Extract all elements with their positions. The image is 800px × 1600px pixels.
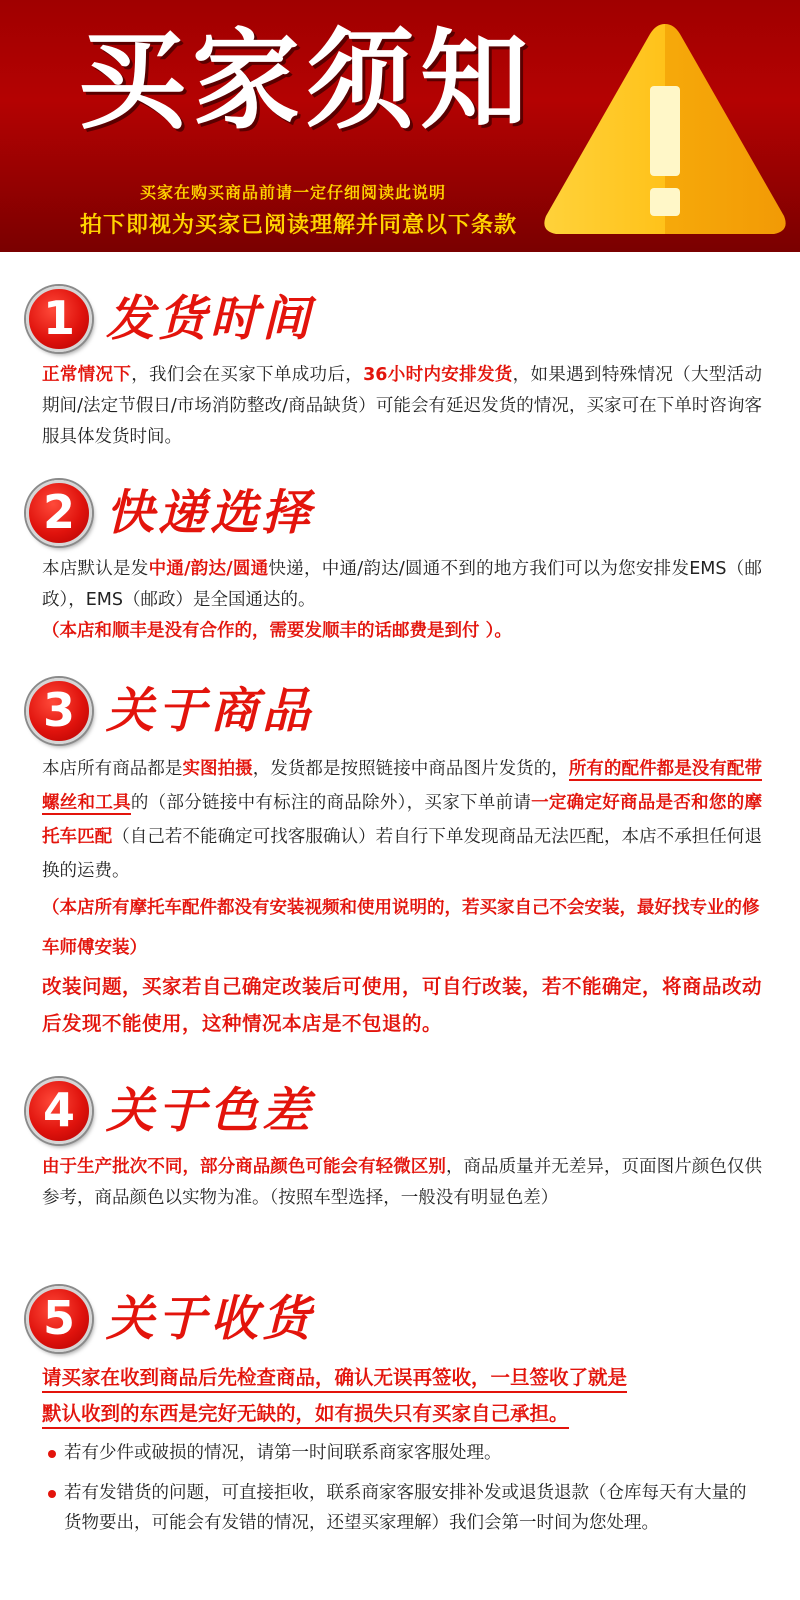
section-shipping-time <box>0 286 800 453</box>
receiving-warning: 请买家在收到商品后先检查商品，确认无误再签收，一旦签收了就是 默认收到的东西是完好无缺的，如有损失只有买家自己承担。 <box>42 1360 762 1432</box>
section-title: 发货时间 <box>106 291 315 347</box>
number-badge: 4 <box>26 1078 92 1144</box>
bullet-dot-icon <box>48 1450 56 1458</box>
banner-title: 买家须知 <box>78 19 535 144</box>
list-item: 若有发错货的问题，可直接拒收，联系商家客服安排补发或退货退款（仓库每天有大量的货物要出，可能会有发错的情况，还望买家理解）我们会第一时间为您处理。 <box>42 1478 762 1538</box>
section-paragraph: 本店默认是发中通/韵达/圆通快递，中通/韵达/圆通不到的地方我们可以为您安排发EMS（邮政），EMS（邮政）是全国通达的。 <box>42 559 762 610</box>
section-receiving-goods <box>0 1286 800 1548</box>
section-paragraph: 由于生产批次不同，部分商品颜色可能会有轻微区别，商品质量并无差异，页面图片颜色仅供参考，商品颜色以实物为准。（按照车型选择，一般没有明显色差） <box>42 1157 762 1208</box>
modification-warning: 改装问题，买家若自己确定改装后可使用，可自行改装，若不能确定，将商品改动后发现不能使用，这种情况本店是不包退的。 <box>42 975 763 1035</box>
banner-subtitle-1: 买家在购买商品前请一定仔细阅读此说明 <box>140 183 447 202</box>
section-paragraph: 本店所有商品都是实图拍摄，发货都是按照链接中商品图片发货的，所有的配件都是没有配带螺丝和工具的（部分链接中有标注的商品除外），买家下单前请一定确定好商品是否和您的摩托车匹配（自己若不能确定可找客服确认）若自行下单发现商品无法匹配，本店不承担任何退换的运费。 <box>42 759 762 881</box>
bullet-dot-icon <box>48 1490 56 1498</box>
number-badge: 1 <box>26 286 92 352</box>
section-title: 快递选择 <box>106 485 315 541</box>
section-color-difference <box>0 1078 800 1214</box>
warning-icon <box>540 16 790 241</box>
banner-subtitle-2: 拍下即视为买家已阅读理解并同意以下条款 <box>80 213 518 238</box>
section-paragraph: 正常情况下，我们会在买家下单成功后，36小时内安排发货，如果遇到特殊情况（大型活动期间/法定节假日/市场消防整改/商品缺货）可能会有延迟发货的情况，买家可在下单时咨询客服具体发货时间。 <box>42 365 763 447</box>
number-badge: 5 <box>26 1286 92 1352</box>
section-note: （本店和顺丰是没有合作的，需要发顺丰的话邮费是到付 ）。 <box>42 621 512 641</box>
section-header <box>0 1078 800 1152</box>
section-title: 关于收货 <box>106 1291 315 1347</box>
section-header <box>0 480 800 554</box>
section-about-products <box>0 678 800 1042</box>
list-item: 若有少件或破损的情况，请第一时间联系商家客服处理。 <box>42 1438 762 1468</box>
section-title: 关于商品 <box>106 683 315 739</box>
section-header <box>0 678 800 752</box>
number-badge: 3 <box>26 678 92 744</box>
receiving-bullet-list <box>42 1438 762 1538</box>
section-courier-choice <box>0 480 800 647</box>
section-note: （本店所有摩托车配件都没有安装视频和使用说明的，若买家自己不会安装，最好找专业的修车师傅安装） <box>42 898 760 958</box>
header-banner <box>0 0 800 252</box>
section-header <box>0 286 800 360</box>
section-title: 关于色差 <box>106 1083 315 1139</box>
section-header <box>0 1286 800 1360</box>
number-badge: 2 <box>26 480 92 546</box>
